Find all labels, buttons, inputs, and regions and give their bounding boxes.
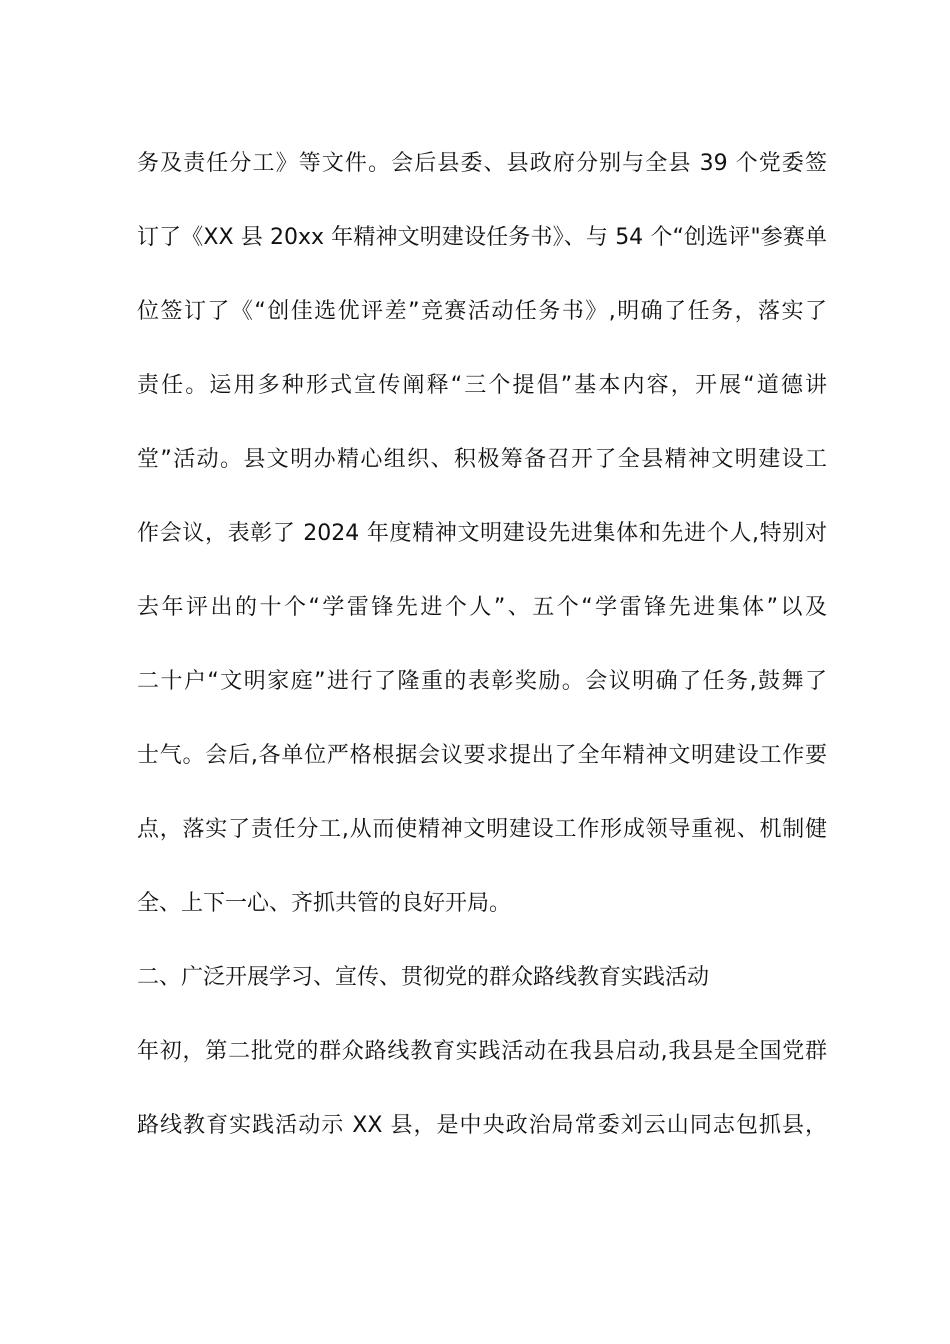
document-body (137, 141, 827, 1177)
paragraph-line-7: 去年评出的十个“学雷锋先进个人”、五个“学雷锋先进集体”以及 (137, 595, 827, 620)
paragraph-line-6: 作会议，表彰了 2024 年度精神文明建设先进集体和先进个人,特别对 (137, 521, 827, 546)
paragraph-line-13: 年初，第二批党的群众路线教育实践活动在我县启动,我县是全国党群 (137, 1039, 827, 1064)
paragraph-line-5: 堂”活动。县文明办精心组织、积极筹备召开了全县精神文明建设工 (137, 447, 827, 472)
paragraph-line-8: 二十户“文明家庭”进行了隆重的表彰奖励。会议明确了任务,鼓舞了 (137, 669, 827, 694)
paragraph-line-4: 责任。运用多种形式宣传阐释“三个提倡”基本内容，开展“道德讲 (137, 373, 827, 398)
paragraph-line-2: 订了《XX 县 20xx 年精神文明建设任务书》、与 54 个“创选评"参赛单 (137, 225, 827, 250)
paragraph-line-11: 全、上下一心、齐抓共管的良好开局。 (137, 891, 512, 916)
paragraph-line-14: 路线教育实践活动示 XX 县，是中央政治局常委刘云山同志包抓县， (137, 1113, 827, 1138)
paragraph-line-1: 务及责任分工》等文件。会后县委、县政府分别与全县 39 个党委签 (137, 151, 827, 176)
section-heading: 二、广泛开展学习、宣传、贯彻党的群众路线教育实践活动 (137, 965, 710, 990)
paragraph-line-9: 士气。会后,各单位严格根据会议要求提出了全年精神文明建设工作要 (137, 743, 827, 768)
paragraph-line-10: 点，落实了责任分工,从而使精神文明建设工作形成领导重视、机制健 (137, 817, 827, 842)
paragraph-line-3: 位签订了《“创佳选优评差”竞赛活动任务书》,明确了任务，落实了 (137, 299, 827, 324)
